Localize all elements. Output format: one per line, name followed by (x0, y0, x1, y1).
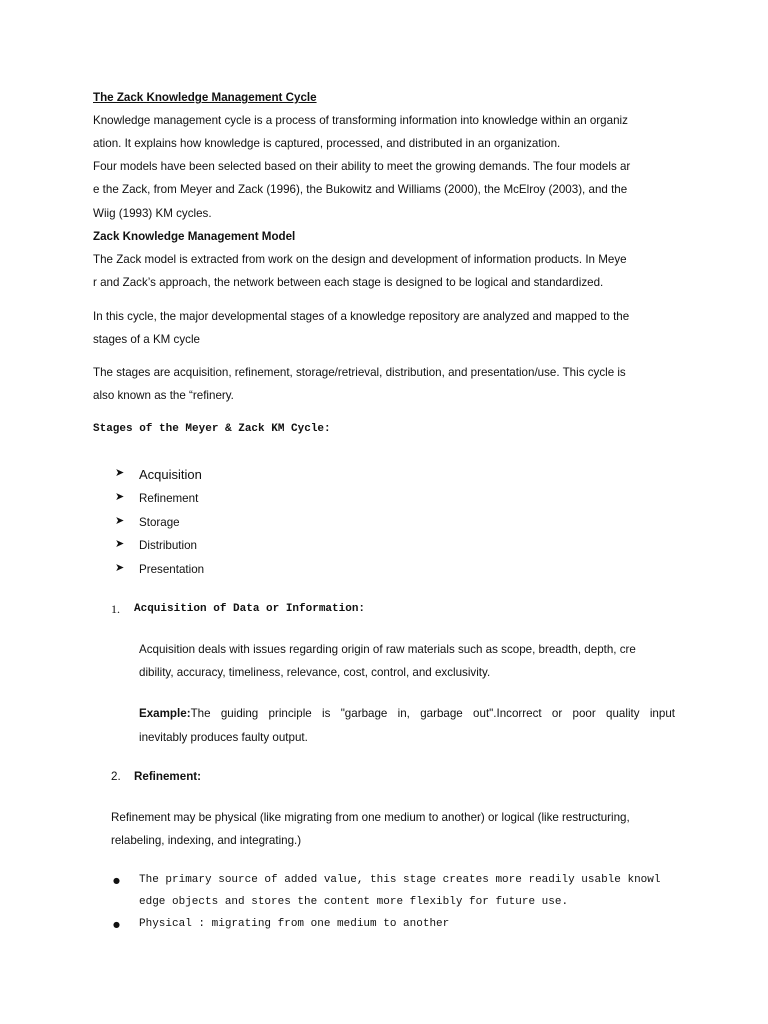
example-line-2: inevitably produces faulty output. (139, 731, 308, 744)
document-title: The Zack Knowledge Management Cycle (93, 91, 317, 104)
acquisition-line-2: dibility, accuracy, timeliness, relevance, cost, control, and exclusivity. (139, 666, 491, 679)
bullet1-line-2: edge objects and stores the content more flexibly for future use. (139, 896, 569, 908)
arrow-bullet-icon: ➤ (115, 537, 125, 550)
section2-title: Refinement: (134, 770, 201, 783)
stages-text-line-1: The stages are acquisition, refinement, storage/retrieval, distribution, and presentation/use. This cycle is (93, 366, 626, 379)
example-text: The guiding principle is "garbage in, garbage out".Incorrect or poor quality input (190, 707, 675, 720)
arrow-bullet-icon: ➤ (115, 561, 125, 574)
cycle-line-1: In this cycle, the major developmental stages of a knowledge repository are analyzed and mapped to the (93, 310, 630, 323)
refinement-line-1: Refinement may be physical (like migrating from one medium to another) or logical (like restructuring, (111, 811, 630, 824)
models-line-3: Wiig (1993) KM cycles. (93, 207, 212, 220)
arrow-bullet-icon: ➤ (115, 514, 125, 527)
acquisition-line-1: Acquisition deals with issues regarding origin of raw materials such as scope, breadth, depth, cre (139, 643, 636, 656)
arrow-bullet-icon: ➤ (115, 490, 125, 503)
stage-item-storage: Storage (139, 516, 180, 529)
cycle-line-2: stages of a KM cycle (93, 333, 200, 346)
section1-title: Acquisition of Data or Information: (134, 603, 366, 615)
stages-text-line-2: also known as the “refinery. (93, 389, 234, 402)
bullet-dot-icon: ● (113, 920, 120, 929)
model-heading: Zack Knowledge Management Model (93, 230, 296, 243)
bullet1-line-1: The primary source of added value, this stage creates more readily usable knowl (139, 874, 661, 886)
stage-item-refinement: Refinement (139, 492, 199, 505)
arrow-bullet-icon: ➤ (115, 466, 125, 479)
example-line-1 (139, 702, 675, 726)
section2-number: 2. (111, 770, 121, 783)
stages-heading: Stages of the Meyer & Zack KM Cycle: (93, 423, 331, 435)
models-line-2: e the Zack, from Meyer and Zack (1996), the Bukowitz and Williams (2000), the McElroy (2003), and the (93, 183, 628, 196)
stage-item-acquisition: Acquisition (139, 467, 202, 482)
stage-item-presentation: Presentation (139, 563, 205, 576)
intro-line-2: ation. It explains how knowledge is captured, processed, and distributed in an organization. (93, 137, 561, 150)
bullet-dot-icon: ● (113, 876, 120, 885)
model-line-2: r and Zack’s approach, the network between each stage is designed to be logical and standardized. (93, 276, 604, 289)
section1-number: 1. (111, 602, 120, 616)
bullet2-line: Physical : migrating from one medium to another (139, 918, 450, 930)
models-line-1: Four models have been selected based on their ability to meet the growing demands. The four models ar (93, 160, 631, 173)
example-label: Example: (139, 707, 191, 720)
intro-line-1: Knowledge management cycle is a process of transforming information into knowledge within an organiz (93, 114, 628, 127)
refinement-line-2: relabeling, indexing, and integrating.) (111, 834, 302, 847)
stage-item-distribution: Distribution (139, 539, 197, 552)
model-line-1: The Zack model is extracted from work on the design and development of information products. In Meye (93, 253, 627, 266)
